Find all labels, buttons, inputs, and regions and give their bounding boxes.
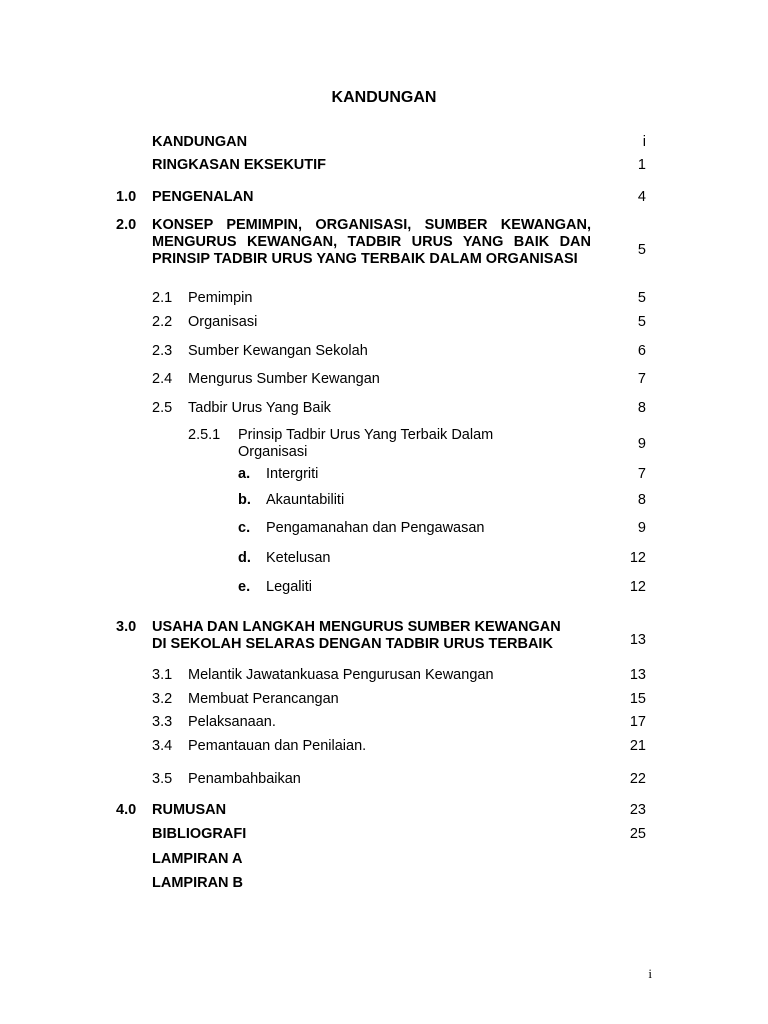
subsection-label: Membuat Perancangan [188, 691, 339, 707]
item-letter: c. [238, 520, 251, 536]
subsection-page: 7 [637, 371, 646, 387]
section-page: 4 [637, 189, 646, 205]
section-label: KONSEP PEMIMPIN, ORGANISASI, SUMBER KEWANGAN, MENGURUS KEWANGAN, TADBIR URUS YANG BAIK DAN PRINSIP TADBIR URUS YANG TERBAIK DALAM ORGANISASI [152, 217, 591, 267]
section-page: 5 [637, 242, 646, 258]
item-letter: b. [238, 492, 251, 508]
subsection-label: Tadbir Urus Yang Baik [188, 400, 331, 416]
toc-entry-label: RINGKASAN EKSEKUTIF [152, 157, 327, 173]
section-label-line2: DI SEKOLAH SELARAS DENGAN TADBIR URUS TERBAIK [152, 636, 553, 652]
subsection-page: 6 [637, 343, 646, 359]
section-number: 2.0 [116, 217, 137, 233]
subsection-number: 2.1 [152, 290, 173, 306]
section-number: 4.0 [116, 802, 137, 818]
subsection-page: 17 [629, 714, 646, 730]
subsection-number: 3.3 [152, 714, 173, 730]
item-page: 8 [637, 492, 646, 508]
subsubsection-label: Prinsip Tadbir Urus Yang Terbaik Dalam Organisasi [238, 427, 494, 460]
item-page: 7 [637, 466, 646, 482]
toc-entry-page: i [642, 134, 646, 150]
subsection-page: 15 [629, 691, 646, 707]
subsection-label: Pelaksanaan. [188, 714, 276, 730]
subsection-page: 5 [637, 290, 646, 306]
subsection-page: 5 [637, 314, 646, 330]
toc-entry-label: KANDUNGAN [152, 134, 248, 150]
subsection-number: 2.4 [152, 371, 173, 387]
subsection-label: Sumber Kewangan Sekolah [188, 343, 368, 359]
subsection-number: 2.2 [152, 314, 173, 330]
subsection-label: Pemantauan dan Penilaian. [188, 738, 367, 754]
toc-entry-label: LAMPIRAN B [152, 875, 244, 891]
item-page: 12 [629, 579, 646, 595]
subsubsection-number: 2.5.1 [188, 427, 221, 443]
item-label: Akauntabiliti [266, 492, 345, 508]
subsection-number: 3.1 [152, 667, 173, 683]
item-label: Legaliti [266, 579, 312, 595]
subsection-page: 13 [629, 667, 646, 683]
section-number: 3.0 [116, 619, 137, 635]
item-letter: a. [238, 466, 251, 482]
subsection-label: Pemimpin [188, 290, 253, 306]
section-label: RUMUSAN [152, 802, 227, 818]
toc-entry-label: LAMPIRAN A [152, 851, 243, 867]
item-label: Intergriti [266, 466, 319, 482]
toc-entry-page: 25 [629, 826, 646, 842]
item-page: 9 [637, 520, 646, 536]
section-page: 23 [629, 802, 646, 818]
subsection-number: 3.4 [152, 738, 173, 754]
section-label: PENGENALAN [152, 189, 254, 205]
item-label: Ketelusan [266, 550, 331, 566]
subsection-label: Mengurus Sumber Kewangan [188, 371, 380, 387]
page-number: i [648, 966, 652, 981]
item-page: 12 [629, 550, 646, 566]
subsubsection-page: 9 [637, 436, 646, 452]
item-letter: e. [238, 579, 251, 595]
section-page: 13 [629, 632, 646, 648]
item-label: Pengamanahan dan Pengawasan [266, 520, 485, 536]
subsection-label: Penambahbaikan [188, 771, 301, 787]
section-number: 1.0 [116, 189, 137, 205]
subsection-number: 3.2 [152, 691, 173, 707]
toc-entry-label: BIBLIOGRAFI [152, 826, 247, 842]
subsection-page: 22 [629, 771, 646, 787]
subsection-number: 2.3 [152, 343, 173, 359]
toc-entry-page: 1 [637, 157, 646, 173]
subsection-page: 21 [629, 738, 646, 754]
subsection-label: Organisasi [188, 314, 258, 330]
subsection-page: 8 [637, 400, 646, 416]
subsection-number: 3.5 [152, 771, 173, 787]
toc-title: KANDUNGAN [331, 89, 437, 106]
section-label-line1: USAHA DAN LANGKAH MENGURUS SUMBER KEWANGAN [152, 619, 561, 635]
subsection-label: Melantik Jawatankuasa Pengurusan Kewangan [188, 667, 494, 683]
item-letter: d. [238, 550, 251, 566]
subsection-number: 2.5 [152, 400, 173, 416]
